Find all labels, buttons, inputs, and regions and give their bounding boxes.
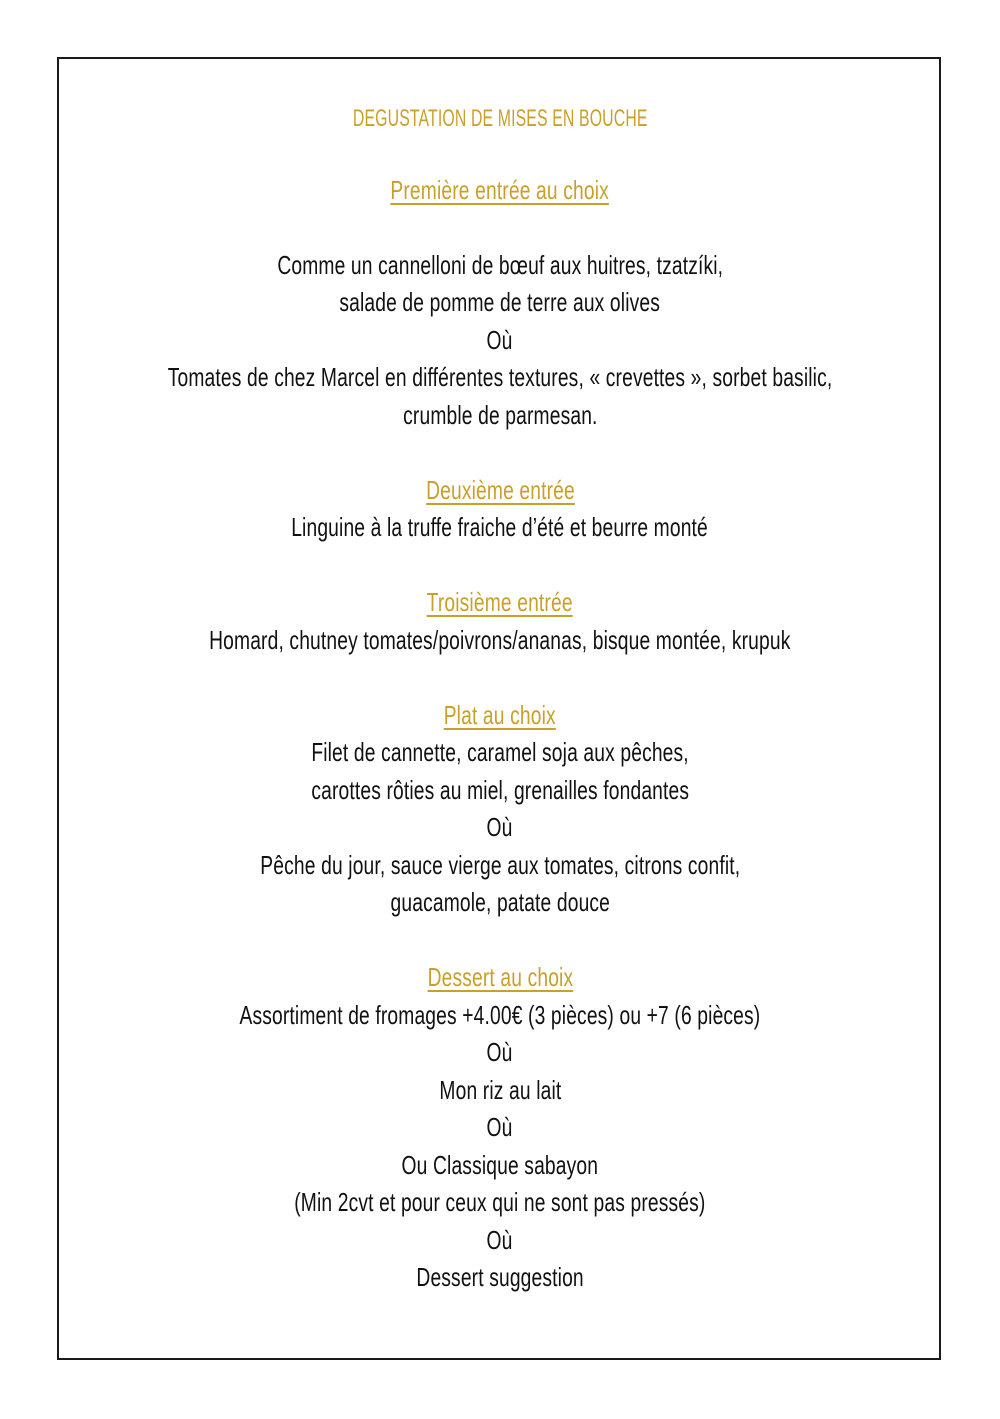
dish-text: Ou Classique sabayon bbox=[401, 1149, 599, 1180]
section-heading bbox=[50, 959, 950, 997]
dish-line bbox=[50, 359, 950, 397]
dish-note bbox=[50, 1184, 950, 1222]
dish-text: Mon riz au lait bbox=[439, 1074, 561, 1105]
section-deuxieme-entree bbox=[50, 472, 950, 547]
dish-text: Assortiment de fromages +4.00€ (3 pièces) ou +7 (6 pièces) bbox=[239, 999, 761, 1030]
dish-line bbox=[50, 884, 950, 922]
dish-text: Linguine à la truffe fraiche d’été et beurre monté bbox=[291, 512, 709, 542]
dish-text: salade de pomme de terre aux olives bbox=[339, 287, 661, 317]
menu-title bbox=[50, 100, 950, 138]
or-separator bbox=[50, 1034, 950, 1072]
dish-text: carottes rôties au miel, grenailles fondantes bbox=[311, 774, 689, 805]
dish-line bbox=[50, 1072, 950, 1110]
dish-text: Filet de cannette, caramel soja aux pêches, bbox=[311, 737, 689, 767]
dish-text: guacamole, patate douce bbox=[390, 887, 610, 917]
or-separator bbox=[50, 1109, 950, 1147]
section-dessert bbox=[50, 959, 950, 1297]
spacer bbox=[50, 138, 950, 172]
spacer bbox=[50, 434, 950, 472]
dish-line bbox=[50, 509, 950, 547]
dish-line bbox=[50, 622, 950, 660]
dish-line bbox=[50, 1259, 950, 1297]
dish-line bbox=[50, 284, 950, 322]
dish-text: Tomates de chez Marcel en différentes textures, « crevettes », sorbet basilic, bbox=[167, 362, 833, 392]
spacer bbox=[50, 547, 950, 585]
section-troisieme-entree bbox=[50, 584, 950, 659]
section-heading bbox=[50, 697, 950, 735]
section-heading-text: Deuxième entrée bbox=[425, 474, 575, 505]
section-heading bbox=[50, 584, 950, 622]
or-text: Où bbox=[487, 812, 513, 842]
or-separator bbox=[50, 1222, 950, 1260]
spacer bbox=[50, 209, 950, 247]
dish-text: Homard, chutney tomates/poivrons/ananas, bisque montée, krupuk bbox=[209, 624, 791, 655]
menu-title-text: DEGUSTATION DE MISES EN BOUCHE bbox=[352, 105, 648, 132]
section-heading-text: Première entrée au choix bbox=[390, 174, 610, 205]
spacer bbox=[50, 922, 950, 960]
or-text: Où bbox=[487, 1037, 513, 1067]
dish-line bbox=[50, 1147, 950, 1185]
dish-line bbox=[50, 997, 950, 1035]
section-heading-text: Troisième entrée bbox=[426, 587, 574, 617]
section-plat bbox=[50, 697, 950, 922]
tasting-menu bbox=[50, 100, 950, 1297]
or-text: Où bbox=[487, 324, 513, 355]
dish-text: Pêche du jour, sauce vierge aux tomates, citrons confit, bbox=[260, 849, 740, 880]
or-separator bbox=[50, 809, 950, 847]
spacer bbox=[50, 659, 950, 697]
or-text: Où bbox=[487, 1224, 513, 1255]
section-heading bbox=[50, 172, 950, 210]
dish-text: Dessert suggestion bbox=[416, 1262, 584, 1292]
dish-line bbox=[50, 247, 950, 285]
dish-line bbox=[50, 772, 950, 810]
section-premiere-entree bbox=[50, 172, 950, 435]
dish-line bbox=[50, 397, 950, 435]
or-text: Où bbox=[487, 1112, 513, 1142]
section-heading-text: Dessert au choix bbox=[427, 962, 573, 992]
section-heading bbox=[50, 472, 950, 510]
dish-line bbox=[50, 734, 950, 772]
dish-line bbox=[50, 847, 950, 885]
note-text: (Min 2cvt et pour ceux qui ne sont pas pressés) bbox=[294, 1187, 706, 1217]
dish-text: crumble de parmesan. bbox=[402, 399, 598, 430]
or-separator bbox=[50, 322, 950, 360]
section-heading-text: Plat au choix bbox=[443, 699, 557, 730]
dish-text: Comme un cannelloni de bœuf aux huitres, tzatzíki, bbox=[277, 249, 723, 280]
